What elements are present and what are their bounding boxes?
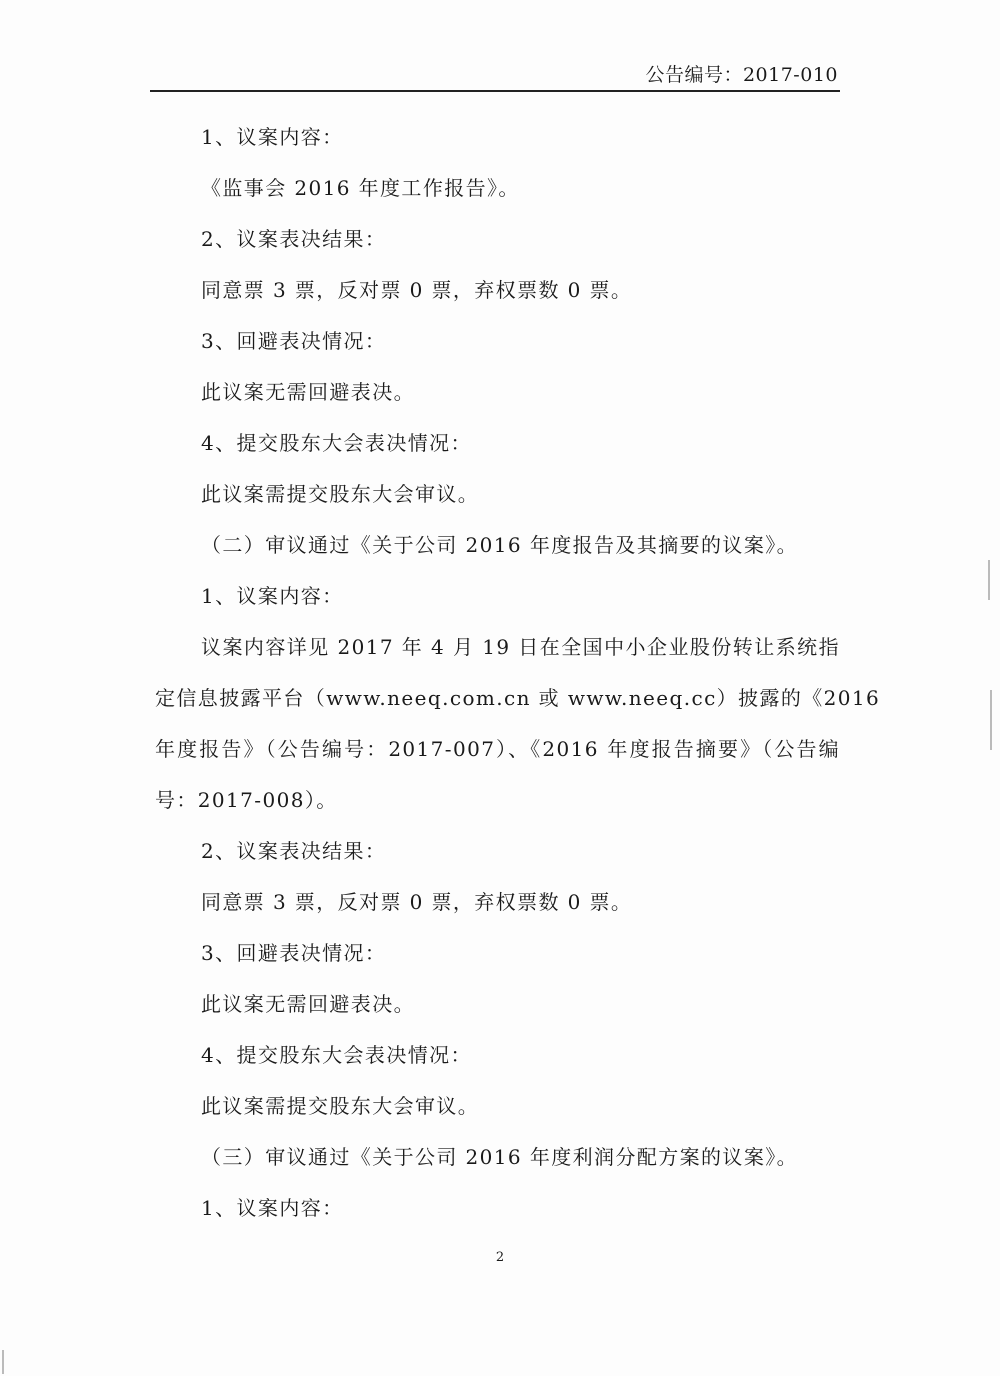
section-heading: （二）审议通过《关于公司 2016 年度报告及其摘要的议案》。	[201, 533, 799, 557]
paragraph-text: 年度报告》（公告编号：2017-007）、《2016 年度报告摘要》（公告编	[155, 737, 840, 761]
page-number: 2	[495, 1250, 505, 1265]
paragraph-text: 号：2017-008）。	[155, 788, 338, 812]
paragraph-text: 同意票 3 票，反对票 0 票，弃权票数 0 票。	[201, 890, 633, 914]
item-heading-recusal: 3、回避表决情况：	[201, 329, 387, 353]
item-heading-recusal: 3、回避表决情况：	[201, 941, 387, 965]
header-divider	[150, 90, 840, 92]
item-heading-vote-result: 2、议案表决结果：	[201, 839, 387, 863]
paragraph-text: 议案内容详见 2017 年 4 月 19 日在全国中小企业股份转让系统指	[201, 635, 840, 659]
item-heading-vote-result: 2、议案表决结果：	[201, 227, 387, 251]
paragraph-text: 同意票 3 票，反对票 0 票，弃权票数 0 票。	[201, 278, 633, 302]
section-heading: （三）审议通过《关于公司 2016 年度利润分配方案的议案》。	[201, 1145, 799, 1169]
item-heading-content: 1、议案内容：	[201, 125, 344, 149]
paragraph-text: 此议案无需回避表决。	[201, 380, 415, 404]
paragraph-text: 此议案需提交股东大会审议。	[201, 482, 480, 506]
paragraph-text: 此议案需提交股东大会审议。	[201, 1094, 480, 1118]
paragraph-text: 《监事会 2016 年度工作报告》。	[201, 176, 520, 200]
item-heading-content: 1、议案内容：	[201, 584, 344, 608]
scan-edge-mark	[990, 690, 992, 750]
scan-edge-mark	[2, 1350, 4, 1374]
item-heading-shareholder-meeting: 4、提交股东大会表决情况：	[201, 431, 472, 455]
scan-edge-mark	[988, 560, 990, 600]
paragraph-text: 此议案无需回避表决。	[201, 992, 415, 1016]
announcement-number: 公告编号：2017-010	[645, 64, 838, 86]
paragraph-text: 定信息披露平台（www.neeq.com.cn 或 www.neeq.cc）披露的《2016	[155, 686, 881, 710]
item-heading-shareholder-meeting: 4、提交股东大会表决情况：	[201, 1043, 472, 1067]
document-body	[155, 112, 881, 1234]
item-heading-content: 1、议案内容：	[201, 1196, 344, 1220]
